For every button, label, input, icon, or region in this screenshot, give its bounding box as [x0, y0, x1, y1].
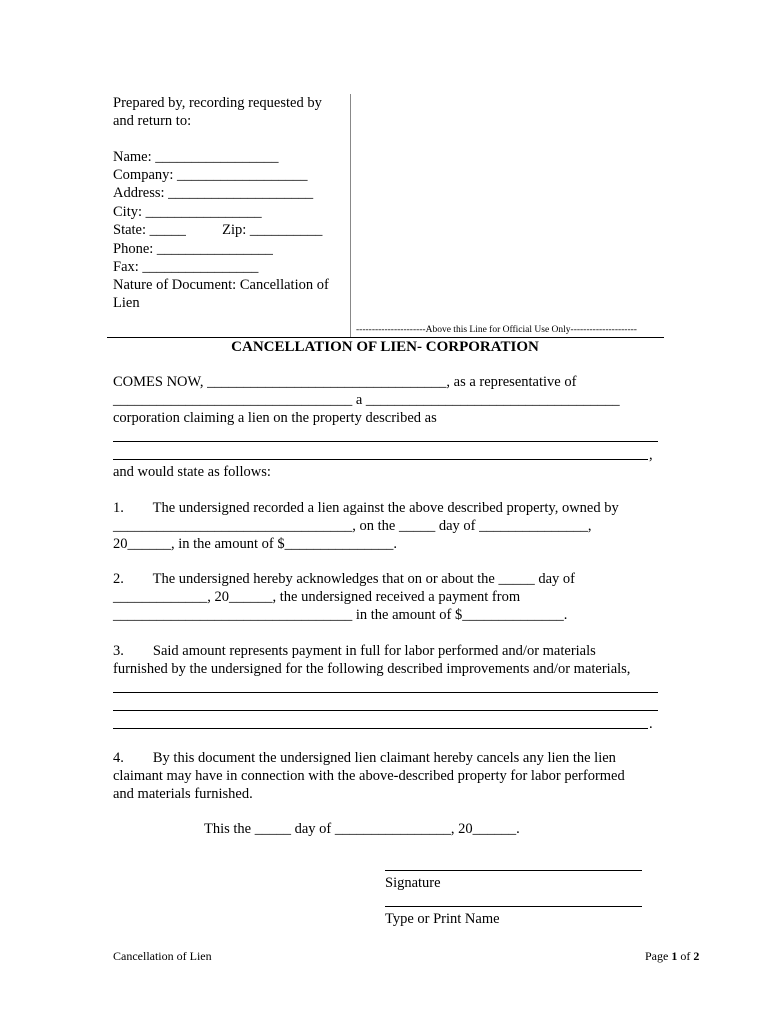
state-zip-field: State: _____ Zip: __________ — [113, 222, 323, 238]
para4-line3: and materials furnished. — [113, 786, 253, 802]
intro-line1: COMES NOW, _________________________________, as a representative of — [113, 374, 577, 390]
print-name-label: Type or Print Name — [385, 911, 500, 927]
company-field: Company: __________________ — [113, 167, 308, 183]
improvements-blank-2 — [113, 710, 658, 711]
dated-line: This the _____ day of ________________, 20______. — [204, 821, 520, 837]
para3-line1: 3. Said amount represents payment in full for labor performed and/or materials — [113, 643, 596, 659]
para4-line2: claimant may have in connection with the above-described property for labor performed — [113, 768, 625, 784]
fax-field: Fax: ________________ — [113, 259, 259, 275]
intro-line3: corporation claiming a lien on the property described as — [113, 410, 437, 426]
para4-line1: 4. By this document the undersigned lien claimant hereby cancels any lien the lien — [113, 750, 616, 766]
para3-line2: furnished by the undersigned for the following described improvements and/or materials, — [113, 661, 631, 677]
page-number — [645, 949, 699, 964]
nature-of-document-line1: Nature of Document: Cancellation of — [113, 277, 329, 293]
page-total: 2 — [693, 949, 700, 963]
nature-of-document-line2: Lien — [113, 295, 140, 311]
para2-line2: _____________, 20______, the undersigned received a payment from — [113, 589, 521, 605]
signature-label: Signature — [385, 875, 441, 891]
improvements-blank-3 — [113, 728, 648, 729]
header-vertical-divider — [350, 94, 351, 338]
blank-period: . — [649, 716, 653, 732]
print-name-line — [385, 906, 642, 907]
para2-line1: 2. The undersigned hereby acknowledges that on or about the _____ day of — [113, 571, 576, 587]
para2-line3: _________________________________ in the amount of $______________. — [113, 607, 568, 623]
intro-line2: _________________________________ a ___________________________________ — [113, 392, 620, 408]
signature-line — [385, 870, 642, 871]
para1-line2: _________________________________, on the _____ day of _______________, — [113, 518, 592, 534]
para1-line3: 20______, in the amount of $_______________. — [113, 536, 397, 552]
address-field: Address: ____________________ — [113, 185, 314, 201]
phone-field: Phone: ________________ — [113, 241, 273, 257]
property-description-blank-2 — [113, 459, 648, 460]
page-prefix: Page — [645, 949, 672, 963]
prepared-by-line1: Prepared by, recording requested by — [113, 95, 322, 111]
name-field: Name: _________________ — [113, 149, 279, 165]
prepared-by-line2: and return to: — [113, 113, 192, 129]
official-use-rule — [107, 337, 664, 338]
official-use-notice: ----------------------Above this Line for Official Use Only--------------------- — [356, 325, 637, 335]
blank-comma: , — [649, 447, 653, 463]
document-title: CANCELLATION OF LIEN- CORPORATION — [231, 339, 539, 355]
intro-line6: and would state as follows: — [113, 464, 271, 480]
page-current: 1 — [671, 949, 678, 963]
property-description-blank-1 — [113, 441, 658, 442]
city-field: City: ________________ — [113, 204, 262, 220]
page-of: of — [677, 949, 694, 963]
improvements-blank-1 — [113, 692, 658, 693]
footer-document-name: Cancellation of Lien — [113, 949, 212, 963]
para1-line1: 1. The undersigned recorded a lien against the above described property, owned by — [113, 500, 619, 516]
